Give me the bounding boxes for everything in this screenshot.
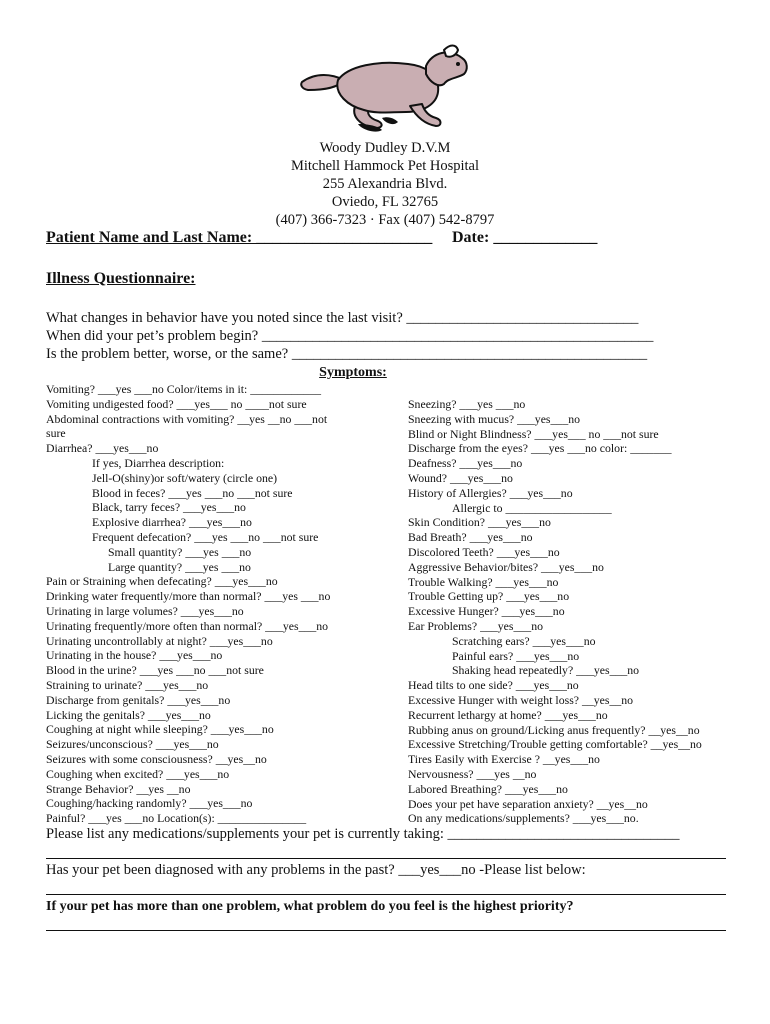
diagnosed-question[interactable]: Has your pet been diagnosed with any problems in the past? ___yes___no -Please list below: [46, 862, 586, 878]
symptom-row[interactable]: Black, tarry feces? ___yes___no [92, 500, 246, 515]
symptom-row[interactable]: Allergic to __________________ [452, 500, 612, 515]
symptom-row[interactable]: Drinking water frequently/more than normal? ___yes ___no [46, 589, 331, 604]
symptom-row[interactable]: Blood in the urine? ___yes ___no ___not sure [46, 663, 264, 678]
symptom-row[interactable]: Rubbing anus on ground/Licking anus frequently? __yes__no [408, 722, 700, 737]
symptom-row[interactable]: Aggressive Behavior/bites? ___yes___no [408, 559, 604, 574]
symptom-row[interactable]: Excessive Stretching/Trouble getting comfortable? __yes__no [408, 737, 702, 752]
symptom-row[interactable]: Vomiting? ___yes ___no Color/items in it: ____________ [46, 382, 322, 396]
symptom-row[interactable]: Deafness? ___yes___no [408, 456, 523, 471]
symptom-row[interactable]: Shaking head repeatedly? ___yes___no [452, 663, 640, 678]
symptom-row[interactable]: On any medications/supplements? ___yes___no. [408, 811, 639, 826]
symptom-row[interactable]: Explosive diarrhea? ___yes___no [92, 515, 252, 530]
symptom-row[interactable]: Wound? ___yes___no [408, 471, 513, 485]
question-behavior-changes[interactable]: What changes in behavior have you noted since the last visit? ________________________________ [46, 310, 639, 326]
symptom-row[interactable]: Small quantity? ___yes ___no [108, 544, 252, 559]
symptom-row[interactable]: Urinating frequently/more often than normal? ___yes___no [46, 618, 329, 633]
symptom-row[interactable]: Blood in feces? ___yes ___no ___not sure [92, 485, 293, 500]
symptoms-title: Symptoms: [319, 365, 387, 380]
symptom-row[interactable]: Skin Condition? ___yes___no [408, 515, 551, 530]
symptom-row[interactable]: Blind or Night Blindness? ___yes___ no ___not sure [408, 426, 659, 441]
hospital-city: Oviedo, FL 32765 [331, 194, 439, 210]
symptom-row[interactable]: Excessive Hunger with weight loss? __yes__no [408, 693, 634, 707]
answer-line[interactable] [46, 894, 726, 895]
symptom-row[interactable]: Coughing/hacking randomly? ___yes___no [46, 796, 253, 811]
running-dog-logo [298, 44, 470, 136]
symptom-row[interactable]: Urinating in the house? ___yes___no [46, 648, 223, 663]
symptom-row[interactable]: Bad Breath? ___yes___no [408, 530, 533, 545]
symptom-row[interactable]: Discharge from genitals? ___yes___no [46, 692, 231, 707]
symptom-row[interactable]: Strange Behavior? __yes __no [46, 781, 191, 796]
symptom-row[interactable]: Tires Easily with Exercise ? __yes___no [408, 752, 600, 767]
symptom-row[interactable]: Frequent defecation? ___yes ___no ___not sure [92, 530, 319, 544]
symptom-row[interactable]: Does your pet have separation anxiety? __yes__no [408, 796, 648, 811]
symptom-row[interactable]: Painful? ___yes ___no Location(s): _______________ [46, 811, 307, 826]
symptom-row[interactable]: Urinating uncontrollably at night? ___yes___no [46, 633, 273, 648]
priority-question: If your pet has more than one problem, what problem do you feel is the highest priority? [46, 899, 574, 914]
doctor-name: Woody Dudley D.V.M [319, 140, 451, 156]
answer-line[interactable] [46, 930, 726, 931]
symptom-row[interactable]: Licking the genitals? ___yes___no [46, 707, 211, 722]
symptom-row[interactable]: Coughing at night while sleeping? ___yes___no [46, 722, 274, 737]
symptom-row[interactable]: Sneezing with mucus? ___yes___no [408, 411, 581, 426]
symptom-row[interactable]: Discharge from the eyes? ___yes ___no color: _______ [408, 441, 672, 456]
symptom-row[interactable]: Sneezing? ___yes ___no [408, 397, 526, 411]
question-problem-progress[interactable]: Is the problem better, worse, or the same? _________________________________________________ [46, 346, 648, 362]
section-title: Illness Questionnaire: [46, 270, 196, 287]
symptom-row[interactable]: If yes, Diarrhea description: [92, 456, 225, 470]
medications-question[interactable]: Please list any medications/supplements your pet is currently taking: ________________________________ [46, 826, 680, 842]
symptom-row[interactable]: Discolored Teeth? ___yes___no [408, 545, 560, 559]
symptom-row[interactable]: Scratching ears? ___yes___no [452, 633, 596, 648]
hospital-phone: (407) 366-7323 · Fax (407) 542-8797 [275, 212, 495, 228]
symptom-row[interactable]: Painful ears? ___yes___no [452, 648, 580, 663]
symptom-row[interactable]: Large quantity? ___yes ___no [108, 559, 251, 574]
symptom-row[interactable]: Nervousness? ___yes __no [408, 767, 537, 781]
symptom-row[interactable]: Trouble Getting up? ___yes___no [408, 589, 570, 604]
symptom-row[interactable]: sure [46, 426, 66, 441]
symptom-row[interactable]: Recurrent lethargy at home? ___yes___no [408, 707, 608, 722]
symptom-row[interactable]: Ear Problems? ___yes___no [408, 619, 543, 633]
symptom-row[interactable]: Straining to urinate? ___yes___no [46, 678, 209, 692]
symptom-row[interactable]: Head tilts to one side? ___yes___no [408, 678, 579, 693]
question-problem-start[interactable]: When did your pet’s problem begin? ______________________________________________________ [46, 328, 654, 344]
symptom-row[interactable]: Seizures with some consciousness? __yes__no [46, 752, 267, 766]
date-field[interactable]: Date: _____________ [452, 229, 598, 246]
symptom-row[interactable]: Vomiting undigested food? ___yes___ no ____not sure [46, 396, 307, 411]
symptom-row[interactable]: Coughing when excited? ___yes___no [46, 766, 230, 781]
hospital-street: 255 Alexandria Blvd. [322, 176, 448, 192]
symptom-row[interactable]: Pain or Straining when defecating? ___yes___no [46, 574, 278, 589]
symptom-row[interactable]: Trouble Walking? ___yes___no [408, 574, 559, 589]
symptom-row[interactable]: Urinating in large volumes? ___yes___no [46, 604, 244, 618]
answer-line[interactable] [46, 858, 726, 859]
hospital-name: Mitchell Hammock Pet Hospital [290, 158, 480, 174]
symptom-row[interactable]: Seizures/unconscious? ___yes___no [46, 737, 219, 752]
patient-name-field[interactable]: Patient Name and Last Name: ______________________ [46, 229, 433, 246]
symptom-row[interactable]: Diarrhea? ___yes___no [46, 441, 159, 456]
symptom-row[interactable]: Labored Breathing? ___yes___no [408, 781, 568, 796]
symptom-row[interactable]: Excessive Hunger? ___yes___no [408, 604, 565, 619]
symptom-row[interactable]: Jell-O(shiny)or soft/watery (circle one) [92, 470, 278, 485]
symptom-row[interactable]: Abdominal contractions with vomiting? __yes __no ___not [46, 411, 328, 426]
symptom-row[interactable]: History of Allergies? ___yes___no [408, 485, 573, 500]
